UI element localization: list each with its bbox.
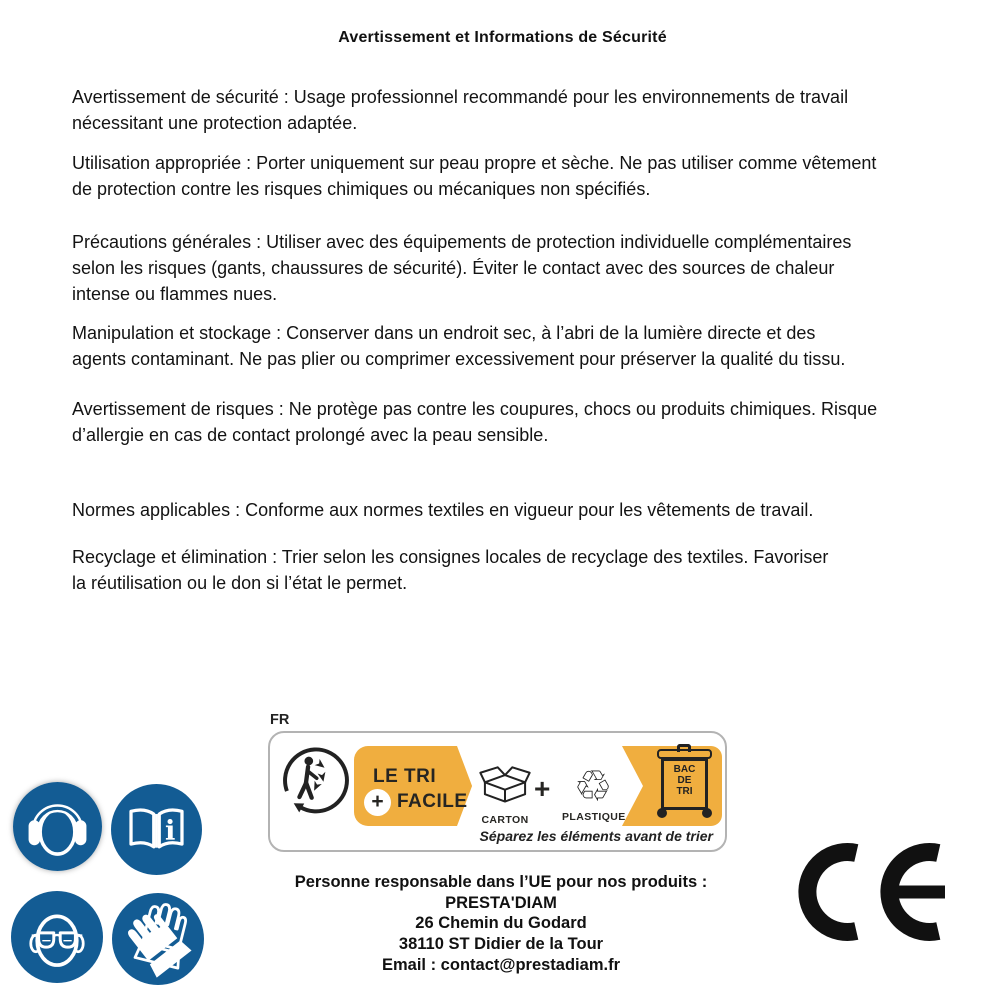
paragraph-line: Recyclage et élimination : Trier selon les consignes locales de recyclage des textiles. Favoriser (72, 547, 829, 567)
paragraph-line: d’allergie en cas de contact prolongé avec la peau sensible. (72, 425, 549, 445)
material-label: PLASTIQUE (562, 811, 626, 823)
responsible-intro: Personne responsable dans l’UE pour nos produits : (294, 873, 708, 891)
paragraph-line: de protection contre les risques chimiques ou mécaniques non spécifiés. (72, 179, 651, 199)
read-manual-icon (111, 784, 202, 875)
bin-text-line: TRI (676, 786, 693, 797)
triman-icon (280, 743, 352, 815)
plus-circle-icon: + (364, 789, 391, 816)
bin-text-line: DE (677, 775, 692, 786)
contact-email: Email : contact@prestadiam.fr (382, 955, 620, 974)
sorting-bin-icon (657, 744, 712, 820)
paragraph-line: intense ou flammes nues. (72, 284, 278, 304)
responsible-person-block (248, 872, 754, 976)
paragraph-line: la réutilisation ou le don si l’état le permet. (72, 573, 408, 593)
bin-wheel (702, 808, 712, 818)
label-headline-2: FACILE (397, 791, 468, 812)
recycling-triangle-icon: ♲ (573, 762, 613, 812)
paragraph-line: Utilisation appropriée : Porter uniquement sur peau propre et sèche. Ne pas utiliser comme vêtement (72, 153, 877, 173)
ce-marking-icon (792, 837, 967, 952)
paragraph-proper-use (72, 150, 876, 202)
paragraph-line: agents contaminant. Ne pas plier ou comprimer excessivement pour préserver la qualité du tissu. (72, 349, 846, 369)
bin-body (661, 758, 708, 810)
paragraph-risk-warning (72, 396, 877, 448)
paragraph-line: selon les risques (gants, chaussures de sécurité). Éviter le contact avec des sources de chaleur (72, 258, 835, 278)
paragraph-handling-storage (72, 320, 845, 372)
page-title: Avertissement et Informations de Sécurité (338, 29, 667, 46)
paragraph-recycling (72, 544, 828, 596)
paragraph-line: Normes applicables : Conforme aux normes textiles en vigueur pour les vêtements de travail. (72, 500, 814, 520)
paragraph-line: Avertissement de sécurité : Usage professionnel recommandé pour les environnements de travail (72, 87, 849, 107)
eye-protection-icon (11, 891, 103, 983)
sorting-instruction: Séparez les éléments avant de trier (479, 828, 713, 844)
paragraph-general-precautions (72, 229, 851, 307)
address-street: 26 Chemin du Godard (415, 914, 587, 933)
paragraph-line: Manipulation et stockage : Conserver dans un endroit sec, à l’abri de la lumière directe et des (72, 323, 816, 343)
info-tri-label (268, 731, 727, 852)
bin-wheel (657, 808, 667, 818)
material-carton (475, 765, 535, 826)
carton-box-icon (478, 765, 532, 807)
country-code-label: FR (270, 712, 290, 728)
info-i-glyph: i (164, 814, 176, 847)
materials-plus-sign: + (534, 773, 551, 804)
paragraph-line: Avertissement de risques : Ne protège pas contre les coupures, chocs ou produits chimiques. Risque (72, 399, 878, 419)
paragraph-standards (72, 497, 813, 523)
company-name: PRESTA'DIAM (445, 893, 557, 912)
material-plastique (562, 762, 626, 823)
label-headline-1: LE TRI (373, 766, 437, 787)
material-label: CARTON (481, 814, 529, 826)
hand-protection-icon (112, 893, 204, 985)
address-city: 38110 ST Didier de la Tour (398, 935, 604, 954)
paragraph-security-warning (72, 84, 848, 136)
paragraph-line: nécessitant une protection adaptée. (72, 113, 358, 133)
paragraph-line: Précautions générales : Utiliser avec des équipements de protection individuelle complémentaires (72, 232, 852, 252)
ear-protection-icon (13, 782, 102, 871)
bin-text-line: BAC (673, 764, 696, 775)
